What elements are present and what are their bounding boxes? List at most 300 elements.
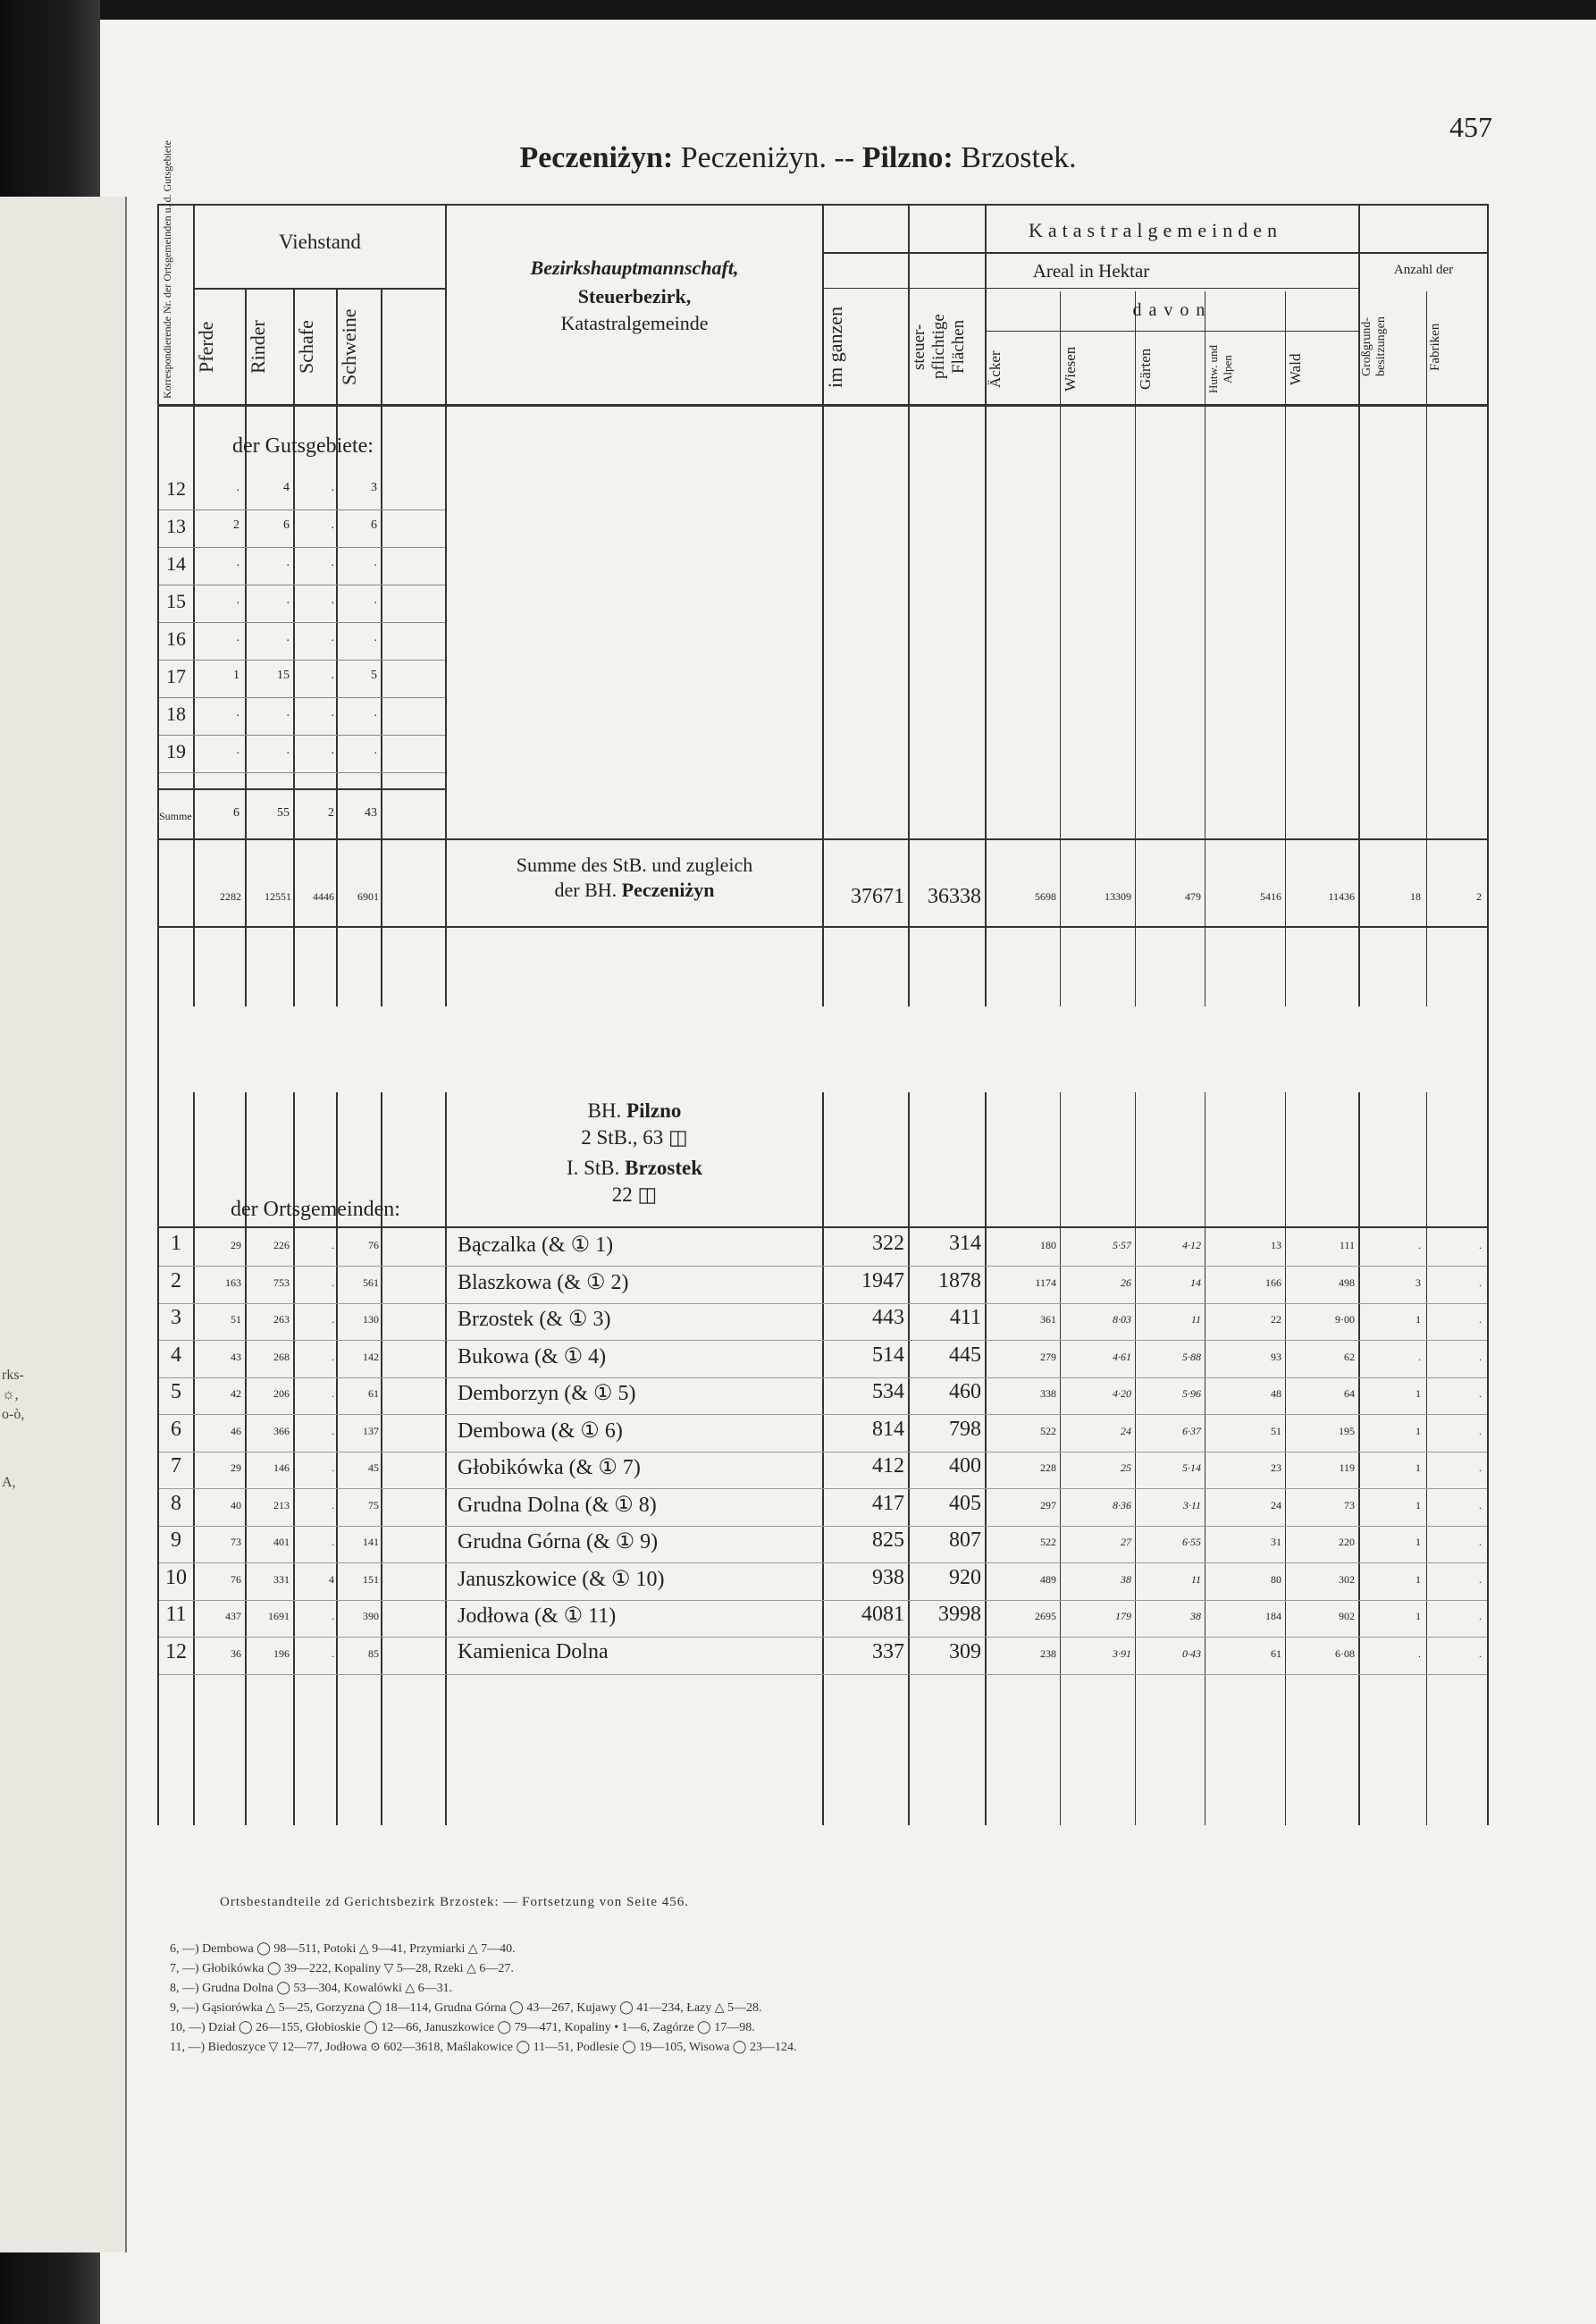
gemeinde-wald: 111 [1339,1239,1355,1251]
gemeinde-grossgrund: 3 [1415,1276,1421,1289]
gemeinde-pferde: 43 [231,1350,241,1363]
summary-fabriken: 2 [1476,890,1482,903]
gemeinde-schafe: . [332,1387,334,1400]
gemeinde-im-ganzen: 412 [872,1454,904,1478]
header-gaerten: Gärten [1137,348,1154,391]
guts-row-schafe: . [331,518,334,532]
gemeinde-row-rule [159,1303,1487,1304]
gutsgebiete-label: der Gutsgebiete: [232,434,374,458]
gemeinde-grossgrund: 1 [1415,1572,1421,1586]
gemeinde-schafe: . [332,1313,334,1326]
gemeinde-rinder: 753 [273,1276,290,1289]
gemeinde-steuer: 460 [949,1380,981,1403]
summary-label-1: Summe des StB. und zugleich [516,854,753,876]
summe-schafe: 2 [328,806,334,820]
header-wiesen: Wiesen [1062,346,1079,392]
gemeinde-im-ganzen: 534 [872,1380,904,1403]
gemeinde-fabriken: . [1479,1498,1482,1511]
guts-row-rule [159,547,445,548]
margin-scrap-text: ☼, [2,1387,19,1402]
gemeinde-gaerten: 14 [1190,1276,1201,1289]
gemeinde-gaerten: 5·88 [1182,1350,1201,1363]
gemeinde-aecker: 361 [1040,1313,1056,1326]
gemeinde-im-ganzen: 337 [872,1639,904,1663]
guts-row-pferde: . [236,481,239,494]
gemeinde-wiesen: 4·20 [1113,1387,1131,1400]
guts-row-rule [159,622,445,623]
footnotes-title: Ortsbestandteile zd Gerichtsbezirk Brzostek: — Fortsetzung von Seite 456. [220,1895,689,1909]
gemeinde-schafe: . [332,1276,334,1289]
gemeinde-pferde: 76 [231,1572,241,1586]
summary-gaerten: 479 [1185,890,1201,903]
guts-row-pferde: . [236,594,239,607]
guts-row-rinder: . [286,706,290,720]
summary-schafe: 4446 [313,890,334,903]
title-sub: Peczeniżyn. -- [673,141,862,174]
header-schweine: Schweine [338,308,360,385]
guts-row-nr: 14 [166,552,186,575]
footnote-line: 9, —) Gąsiorówka △ 5—25, Gorzyzna ◯ 18—114, Grudna Górna ◯ 43—267, Kujawy ◯ 41—234, Łazy △ 5—28. [170,2001,762,2015]
gemeinde-fabriken: . [1479,1610,1482,1622]
gemeinde-fabriken: . [1479,1313,1482,1326]
gemeinde-name: Głobikówka (& ① 7) [458,1456,641,1479]
gemeinde-grossgrund: . [1418,1239,1421,1251]
gemeinde-wald: 73 [1344,1498,1355,1511]
footnote-line: 10, —) Dział ◯ 26—155, Głobioskie ◯ 12—66, Januszkowice ◯ 79—471, Kopaliny • 1—6, Zagórze ◯ 17—98. [170,2021,755,2034]
gemeinde-row-rule [159,1674,1487,1675]
guts-row-pferde: . [236,706,239,720]
gemeinde-steuer: 309 [949,1639,981,1663]
title-district: Peczeniżyn: [519,141,674,174]
gemeinde-rinder: 1691 [268,1610,290,1622]
gemeinde-rinder: 268 [273,1350,290,1363]
guts-row-rule [159,735,445,736]
guts-row-schafe: . [331,556,334,569]
gemeinde-grossgrund: . [1418,1350,1421,1363]
summe-pferde: 6 [233,806,239,820]
gemeinde-name: Grudna Górna (& ① 9) [458,1530,659,1554]
gemeinde-pferde: 163 [225,1276,241,1289]
gemeinde-rinder: 366 [273,1424,290,1437]
guts-row-rinder: 6 [283,518,290,532]
gemeinde-schweine: 61 [368,1387,379,1400]
gemeinde-wiesen: 25 [1121,1461,1131,1474]
guts-row-schweine: 5 [371,669,377,682]
gemeinde-pferde: 42 [231,1387,241,1400]
gemeinde-pferde: 36 [231,1646,241,1660]
gemeinde-row-rule [159,1526,1487,1527]
gemeinde-wiesen: 38 [1121,1572,1131,1586]
header-schafe: Schafe [295,320,317,374]
gemeinde-hutweiden: 23 [1271,1461,1281,1474]
gemeinde-aecker: 297 [1040,1498,1056,1511]
gemeinde-rinder: 331 [273,1572,290,1586]
guts-row-rule [159,772,445,773]
gemeinde-steuer: 314 [949,1232,981,1255]
header-fabriken: Fabriken [1428,323,1442,371]
ortsgemeinden-label: der Ortsgemeinden: [231,1198,400,1221]
gemeinde-im-ganzen: 4081 [861,1603,904,1626]
gemeinde-grossgrund: 1 [1415,1387,1421,1400]
gemeinde-rinder: 196 [273,1646,290,1660]
gemeinde-steuer: 920 [949,1565,981,1589]
guts-row-schafe: . [331,631,334,644]
gemeinde-wald: 498 [1339,1276,1355,1289]
stb-name: Brzostek [625,1157,703,1179]
gemeinde-hutweiden: 24 [1271,1498,1281,1511]
stb-gem-count: 22 ◫ [611,1183,658,1206]
summe-rinder: 55 [277,806,290,820]
gemeinde-aecker: 2695 [1035,1610,1056,1622]
gemeinde-wald: 119 [1339,1461,1355,1474]
gemeinde-wald: 64 [1344,1387,1355,1400]
gemeinde-wiesen: 8·03 [1113,1313,1131,1326]
gemeinde-steuer: 798 [949,1417,981,1441]
gemeinde-aecker: 489 [1040,1572,1056,1586]
header-pferde: Pferde [195,321,217,373]
header-katastralgemeinden: Katastralgemeinden [1029,219,1282,241]
gemeinde-row-rule [159,1340,1487,1341]
gemeinde-name: Grudna Dolna (& ① 8) [458,1493,657,1517]
gemeinde-schweine: 141 [363,1536,379,1548]
gemeinde-aecker: 522 [1040,1424,1056,1437]
gemeinde-row-rule [159,1266,1487,1267]
gemeinde-hutweiden: 80 [1271,1572,1281,1586]
gemeinde-im-ganzen: 1947 [861,1268,904,1293]
gemeinde-gaerten: 11 [1190,1313,1201,1326]
gemeinde-schafe: . [332,1350,334,1363]
guts-row-nr: 15 [166,590,186,612]
gemeinde-hutweiden: 166 [1265,1276,1281,1289]
gemeinde-hutweiden: 22 [1271,1313,1281,1326]
gemeinde-aecker: 180 [1040,1239,1056,1251]
summary-steuer: 36338 [928,885,981,908]
header-korrespondierende: Korrespondierende Nr. der Ortsgemeinden u. d. Gutsgebiete [161,140,173,399]
summary-schweine: 6901 [357,890,379,903]
guts-row-schafe: . [331,594,334,607]
gemeinde-fabriken: . [1479,1461,1482,1474]
gemeinde-fabriken: . [1479,1276,1482,1289]
gemeinde-fabriken: . [1479,1536,1482,1548]
footnote-line: 6, —) Dembowa ◯ 98—511, Potoki △ 9—41, Przymiarki △ 7—40. [170,1942,516,1956]
header-areal: Areal in Hektar [1032,260,1150,282]
gemeinde-row-rule [159,1488,1487,1489]
gemeinde-nr: 12 [165,1639,187,1663]
gemeinde-row-rule [159,1600,1487,1601]
gemeinde-im-ganzen: 938 [872,1565,904,1589]
header-grossgrund: Großgrund-besitzungen [1360,316,1388,377]
gemeinde-nr: 8 [171,1491,181,1515]
gemeinde-nr: 6 [171,1417,181,1441]
gemeinde-gaerten: 11 [1190,1572,1201,1586]
gemeinde-nr: 3 [171,1306,181,1329]
guts-row-rinder: . [286,594,290,607]
gemeinde-grossgrund: 1 [1415,1536,1421,1548]
guts-row-schafe: . [331,481,334,494]
running-title [0,141,1596,175]
gemeinde-wiesen: 24 [1121,1424,1131,1437]
summary-wald: 11436 [1328,890,1355,903]
margin-scrap-text: rks- [2,1368,24,1383]
gemeinde-wald: 195 [1339,1424,1355,1437]
gemeinde-rinder: 401 [273,1536,290,1548]
header-steuer: steuer-pflichtige Flächen [910,314,968,380]
katastral-rule [824,252,1487,254]
gemeinde-grossgrund: 1 [1415,1424,1421,1437]
gemeinde-wald: 220 [1339,1536,1355,1548]
gemeinde-nr: 10 [165,1565,187,1589]
title-district-2: Pilzno: [861,141,953,174]
gemeinde-gaerten: 4·12 [1182,1239,1201,1251]
gemeinde-schweine: 390 [363,1610,379,1622]
gemeinde-schweine: 561 [363,1276,379,1289]
footnote-line: 7, —) Głobikówka ◯ 39—222, Kopaliny ▽ 5—28, Rzeki △ 6—27. [170,1962,514,1975]
gemeinde-gaerten: 6·37 [1182,1424,1201,1437]
gemeinde-im-ganzen: 814 [872,1417,904,1441]
summary-hutweiden: 5416 [1260,890,1281,903]
gemeinde-pferde: 29 [231,1239,241,1251]
gemeinde-name: Demborzyn (& ① 5) [458,1382,636,1405]
gemeinde-steuer: 807 [949,1528,981,1552]
gemeinde-grossgrund: 1 [1415,1610,1421,1622]
gemeinde-rinder: 146 [273,1461,290,1474]
gemeinde-schweine: 75 [368,1498,379,1511]
gemeinde-schafe: 4 [329,1572,334,1586]
gemeinde-hutweiden: 184 [1265,1610,1281,1622]
gemeinde-grossgrund: . [1418,1646,1421,1660]
gemeinde-schweine: 130 [363,1313,379,1326]
gemeinde-name: Bukowa (& ① 4) [458,1344,607,1368]
gemeinde-gaerten: 3·11 [1182,1498,1201,1511]
guts-row-nr: 12 [166,477,186,500]
gemeinde-name: Bączalka (& ① 1) [458,1234,614,1257]
summary-label-prefix: der BH. [554,879,622,901]
guts-row-nr: 13 [166,515,186,537]
gemeinden-top-rule [159,1226,1487,1228]
gemeinde-pferde: 437 [225,1610,241,1622]
gemeinde-schafe: . [332,1610,334,1622]
gemeinde-rinder: 226 [273,1239,290,1251]
margin-scrap-text: A, [2,1475,16,1490]
gemeinde-schweine: 85 [368,1646,379,1660]
guts-row-rinder: 4 [283,481,290,494]
gemeinde-schweine: 137 [363,1424,379,1437]
summary-pferde: 2282 [220,890,241,903]
gemeinde-im-ganzen: 514 [872,1343,904,1367]
guts-row-rule [159,660,445,661]
stb-prefix: I. StB. [566,1157,626,1179]
header-aecker: Äcker [987,350,1004,388]
summary-grossgrund: 18 [1410,890,1421,903]
gemeinde-grossgrund: 1 [1415,1313,1421,1326]
gemeinde-schafe: . [332,1424,334,1437]
gemeinde-hutweiden: 93 [1271,1350,1281,1363]
header-rinder: Rinder [247,320,269,374]
summary-aecker: 5698 [1035,890,1056,903]
guts-row-pferde: . [236,556,239,569]
gemeinde-row-rule [159,1637,1487,1638]
header-wald: Wald [1287,353,1304,385]
gemeinde-pferde: 73 [231,1536,241,1548]
gemeinde-rinder: 213 [273,1498,290,1511]
gemeinde-fabriken: . [1479,1239,1482,1251]
summe-rule [159,788,447,790]
gemeinde-wiesen: 27 [1121,1536,1131,1548]
gemeinde-aecker: 1174 [1035,1276,1056,1289]
gemeinde-hutweiden: 13 [1271,1239,1281,1251]
gemeinde-gaerten: 5·14 [1182,1461,1201,1474]
gemeinde-fabriken: . [1479,1646,1482,1660]
header-bezirk-3: Katastralgemeinde [560,312,709,334]
summe-label: Summe [159,810,192,822]
summary-label-district: Peczeniżyn [621,879,715,901]
gemeinde-hutweiden: 48 [1271,1387,1281,1400]
gemeinde-name: Jodłowa (& ① 11) [458,1604,617,1628]
gemeinde-nr: 1 [171,1232,181,1255]
gemeinde-pferde: 40 [231,1498,241,1511]
gemeinde-wald: 6·08 [1335,1646,1355,1660]
gemeinde-name: Brzostek (& ① 3) [458,1308,611,1331]
summary-rinder: 12551 [265,890,291,903]
guts-row-pferde: . [236,631,239,644]
gemeinde-schweine: 142 [363,1350,379,1363]
gemeinde-name: Kamienica Dolna [458,1639,609,1663]
gemeinde-nr: 5 [171,1380,181,1403]
guts-row-pferde: . [236,744,239,757]
gemeinde-pferde: 29 [231,1461,241,1474]
guts-row-schafe: . [331,744,334,757]
footnote-line: 8, —) Grudna Dolna ◯ 53—304, Kowalówki △ 6—31. [170,1982,453,1995]
gemeinde-wald: 62 [1344,1350,1355,1363]
page-number: 457 [1449,111,1492,143]
guts-row-nr: 16 [166,627,186,650]
gemeinde-wiesen: 4·61 [1113,1350,1131,1363]
header-bezirk-2: Steuerbezirk, [577,285,692,307]
gemeinde-pferde: 46 [231,1424,241,1437]
footnote-line: 11, —) Biedoszyce ▽ 12—77, Jodłowa ⊙ 602—3618, Maślakowice ◯ 11—51, Podlesie ◯ 19—105, Wisowa ◯ 23—124. [170,2041,797,2054]
stb-count: 2 StB., 63 ◫ [581,1126,688,1149]
header-viehstand: Viehstand [279,231,361,253]
bh-name: Pilzno [626,1099,682,1122]
gemeinde-schafe: . [332,1461,334,1474]
gemeinde-schweine: 45 [368,1461,379,1474]
guts-row-schafe: . [331,669,334,682]
header-davon: davon [1132,300,1213,320]
gemeinde-fabriken: . [1479,1424,1482,1437]
title-sub-2: Brzostek. [953,141,1077,174]
guts-row-rule [159,697,445,698]
gemeinde-gaerten: 0·43 [1182,1646,1201,1660]
guts-row-schweine: . [374,594,377,607]
gemeinde-row-rule [159,1562,1487,1563]
guts-row-schweine: . [374,706,377,720]
gemeinde-name: Januszkowice (& ① 10) [458,1567,665,1591]
guts-row-pferde: 2 [233,518,239,532]
guts-row-schweine: 3 [371,481,377,494]
gemeinde-name: Blaszkowa (& ① 2) [458,1270,629,1294]
summary-top-rule [159,838,1487,840]
gemeinde-row-rule [159,1377,1487,1378]
gemeinde-im-ganzen: 417 [872,1491,904,1515]
gemeinde-name: Dembowa (& ① 6) [458,1419,623,1443]
guts-row-schweine: . [374,631,377,644]
gemeinde-rinder: 206 [273,1387,290,1400]
guts-row-schweine: . [374,556,377,569]
gemeinde-nr: 4 [171,1343,181,1367]
guts-row-rinder: 15 [277,669,290,682]
gemeinde-im-ganzen: 443 [872,1306,904,1329]
gemeinde-hutweiden: 61 [1271,1646,1281,1660]
gemeinde-rinder: 263 [273,1313,290,1326]
gemeinde-wald: 902 [1339,1610,1355,1622]
gemeinde-hutweiden: 51 [1271,1424,1281,1437]
gemeinde-steuer: 1878 [938,1268,981,1293]
gemeinde-gaerten: 38 [1190,1610,1201,1622]
guts-row-nr: 19 [166,740,186,762]
gemeinde-steuer: 400 [949,1454,981,1478]
gemeinde-steuer: 445 [949,1343,981,1367]
gemeinde-schafe: . [332,1498,334,1511]
gemeinde-steuer: 411 [949,1306,981,1329]
gemeinde-aecker: 238 [1040,1646,1056,1660]
bh-heading [447,1099,822,1122]
statistics-table [157,140,1489,1825]
guts-row-rinder: . [286,631,290,644]
header-im-ganzen: im ganzen [824,306,846,388]
gemeinde-wiesen: 3·91 [1113,1646,1131,1660]
gemeinde-wald: 9·00 [1335,1313,1355,1326]
guts-row-rule [159,509,445,510]
header-anzahl: Anzahl der [1393,263,1454,277]
gemeinde-grossgrund: 1 [1415,1498,1421,1511]
gemeinde-hutweiden: 31 [1271,1536,1281,1548]
gemeinde-gaerten: 6·55 [1182,1536,1201,1548]
gemeinde-fabriken: . [1479,1387,1482,1400]
gemeinde-nr: 11 [165,1603,187,1626]
gemeinde-schweine: 76 [368,1239,379,1251]
guts-row-nr: 18 [166,703,186,725]
gemeinde-grossgrund: 1 [1415,1461,1421,1474]
header-hutweiden: Hutw. und Alpen [1206,344,1234,394]
guts-row-pferde: 1 [233,669,239,682]
gemeinde-row-rule [159,1414,1487,1415]
gemeinde-nr: 7 [171,1454,181,1478]
viehstand-rule [195,288,445,290]
gemeinde-wiesen: 179 [1115,1610,1131,1622]
gemeinde-wiesen: 8·36 [1113,1498,1131,1511]
summary-label-2 [447,880,822,901]
gemeinde-steuer: 405 [949,1491,981,1515]
gemeinde-schafe: . [332,1239,334,1251]
margin-scrap-text: o-ò, [2,1407,25,1422]
guts-row-schafe: . [331,706,334,720]
header-bezirk-1: Bezirkshauptmannschaft, [530,257,739,279]
gemeinde-steuer: 3998 [938,1603,981,1626]
gemeinde-im-ganzen: 322 [872,1232,904,1255]
table-gap [159,1006,1487,1092]
gemeinde-gaerten: 5·96 [1182,1387,1201,1400]
gemeinde-nr: 9 [171,1528,181,1552]
gemeinde-aecker: 338 [1040,1387,1056,1400]
gemeinde-schafe: . [332,1536,334,1548]
summary-im-ganzen: 37671 [851,885,904,908]
gemeinde-schafe: . [332,1646,334,1660]
guts-row-schweine: . [374,744,377,757]
gemeinde-schweine: 151 [363,1572,379,1586]
summe-schweine: 43 [365,806,377,820]
scan-top-border [0,0,1596,20]
facing-page-edge [0,197,127,2252]
